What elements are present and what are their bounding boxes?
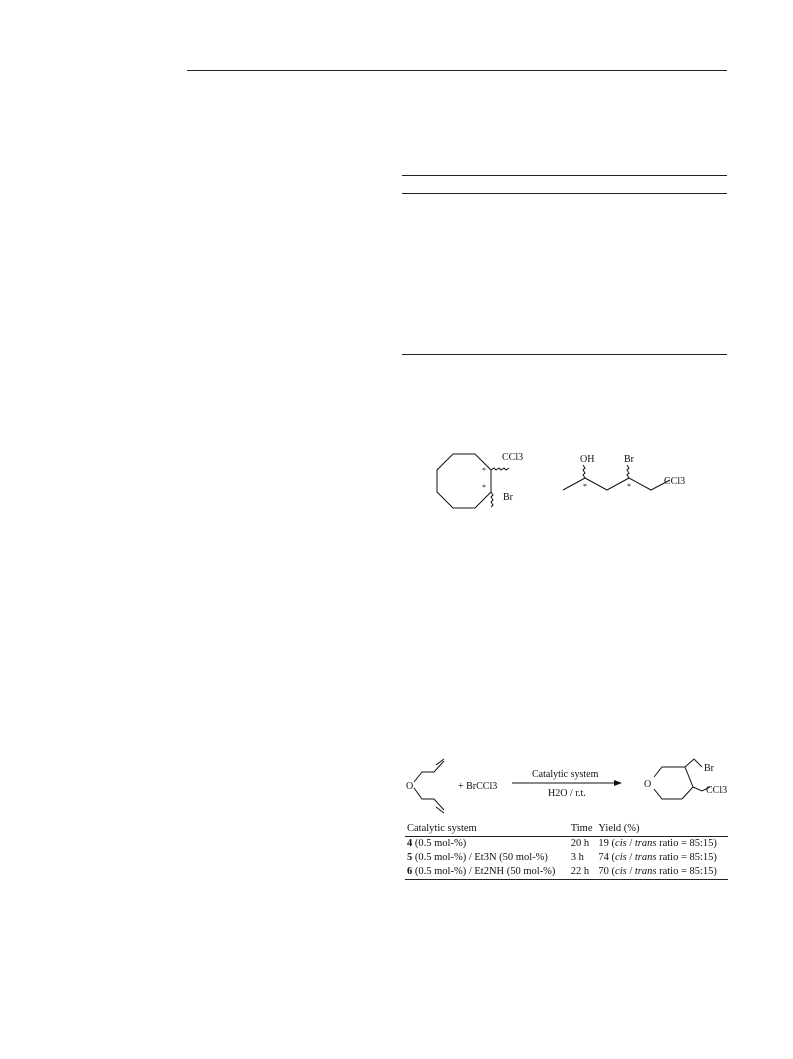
header-time: Time — [570, 823, 593, 834]
product-ccl3-label: CCl3 — [706, 785, 728, 796]
table-top-rule — [402, 175, 727, 176]
cyclooctane-br-label: Br — [503, 492, 513, 503]
cell-time: 3 h — [570, 852, 584, 863]
table-header-rule — [402, 193, 727, 194]
stereo-mark-1: * — [482, 466, 486, 475]
thf-product — [654, 759, 710, 799]
cell-time: 20 h — [570, 838, 590, 849]
reaction-scheme — [400, 755, 730, 817]
diallyl-ether — [414, 759, 444, 813]
reagent-label: + BrCCl3 — [458, 781, 498, 792]
cell-yield: 74 (cis / trans ratio = 85:15) — [598, 852, 717, 863]
cell-yield: 19 (cis / trans ratio = 85:15) — [598, 838, 717, 849]
scheme-structures — [430, 440, 710, 520]
table-row — [405, 837, 728, 852]
hexanol-chain — [563, 465, 670, 490]
table-bottom-rule — [402, 354, 727, 355]
cell-catalyst: 4 (0.5 mol-%) — [407, 838, 467, 849]
table-header-row — [405, 822, 728, 837]
table-row — [405, 851, 728, 865]
stereo-mark-4: * — [627, 482, 631, 491]
table-row — [405, 865, 728, 880]
cyclooctane-ring — [437, 454, 509, 508]
stereo-mark-2: * — [482, 483, 486, 492]
header-rule — [187, 70, 727, 71]
arrow-top-label: Catalytic system — [532, 769, 599, 780]
product-o-label: O — [644, 779, 652, 790]
cell-catalyst: 6 (0.5 mol-%) / Et2NH (50 mol-%) — [407, 866, 556, 877]
cell-catalyst: 5 (0.5 mol-%) / Et3N (50 mol-%) — [407, 852, 548, 863]
product-br-label: Br — [704, 763, 714, 774]
wavy-bond-oh — [583, 465, 585, 478]
catalysis-table — [405, 822, 728, 880]
stereo-mark-3: * — [583, 482, 587, 491]
wavy-bond-br — [627, 465, 629, 478]
arrow-bottom-label: H2O / r.t. — [548, 788, 586, 799]
substrate-o-label: O — [406, 781, 414, 792]
arrow-head — [614, 780, 622, 786]
header-catalytic-system: Catalytic system — [407, 823, 477, 834]
wavy-bond-top — [491, 468, 509, 470]
hexanol-br-label: Br — [624, 454, 634, 465]
header-yield: Yield (%) — [598, 823, 640, 834]
hexanol-ccl3-label: CCl3 — [664, 476, 686, 487]
hexanol-oh-label: OH — [580, 454, 595, 465]
cell-yield: 70 (cis / trans ratio = 85:15) — [598, 866, 717, 877]
cyclooctane-ccl3-label: CCl3 — [502, 452, 524, 463]
wavy-bond-bottom — [491, 492, 493, 507]
cell-time: 22 h — [570, 866, 590, 877]
